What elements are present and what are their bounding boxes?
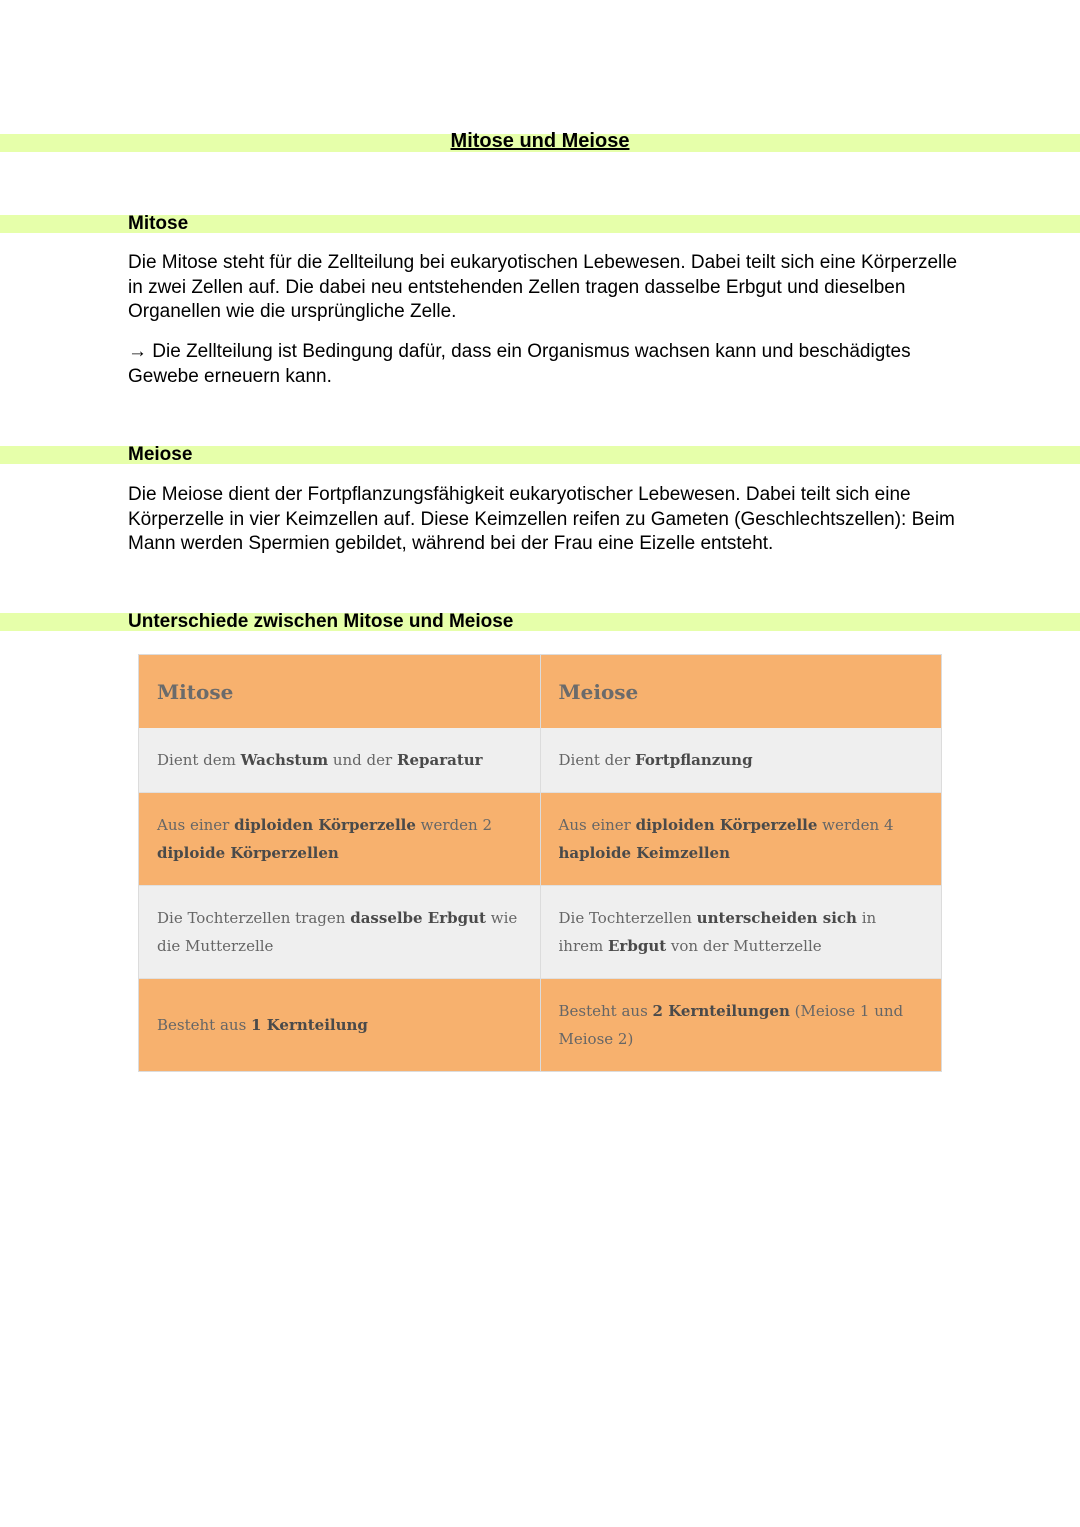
comparison-table <box>138 654 942 1072</box>
table-cell-mitose: Aus einer diploiden Körperzelle werden 2 diploide Körperzellen <box>139 793 540 886</box>
table-row <box>139 886 941 979</box>
page-title: Mitose und Meiose <box>450 130 630 152</box>
table-cell-mitose: Die Tochterzellen tragen dasselbe Erbgut wie die Mutterzelle <box>139 886 540 979</box>
table-cell-meiose: Besteht aus 2 Kernteilungen (Meiose 1 und Meiose 2) <box>540 979 941 1072</box>
table-row <box>139 728 941 793</box>
meiose-paragraph-1: Die Meiose dient der Fortpflanzungsfähigkeit eukaryotischer Lebewesen. Dabei teilt sich eine Körperzelle in vier Keimzellen auf. Diese Keimzellen reifen zu Gameten (Geschlechtszellen): Beim Mann werden Spermien gebildet, während bei der Frau eine Eizelle entsteht. <box>128 484 955 554</box>
table-cell-mitose: Dient dem Wachstum und der Reparatur <box>139 728 540 793</box>
table-cell-meiose: Aus einer diploiden Körperzelle werden 4 haploide Keimzellen <box>540 793 941 886</box>
unterschiede-heading: Unterschiede zwischen Mitose und Meiose <box>128 611 514 632</box>
table-row <box>139 793 941 886</box>
mitose-paragraph-1: Die Mitose steht für die Zellteilung bei eukaryotischen Lebewesen. Dabei teilt sich eine Körperzelle in zwei Zellen auf. Die dabei neu entstehenden Zellen tragen dasselbe Erbgut und dieselben Organellen wie die ursprüngliche Zelle. <box>128 252 958 322</box>
table-row <box>139 979 941 1072</box>
table-header-meiose: Meiose <box>540 655 941 728</box>
table-header-mitose: Mitose <box>139 655 540 728</box>
mitose-heading: Mitose <box>128 213 189 234</box>
table-cell-meiose: Die Tochterzellen unterscheiden sich in ihrem Erbgut von der Mutterzelle <box>540 886 941 979</box>
meiose-heading: Meiose <box>128 444 193 465</box>
table-cell-meiose: Dient der Fortpflanzung <box>540 728 941 793</box>
table-cell-mitose: Besteht aus 1 Kernteilung <box>139 979 540 1072</box>
mitose-paragraph-2: → Die Zellteilung ist Bedingung dafür, dass ein Organismus wachsen kann und beschädigtes Gewebe erneuern kann. <box>128 341 911 387</box>
table-header-row <box>139 655 941 728</box>
